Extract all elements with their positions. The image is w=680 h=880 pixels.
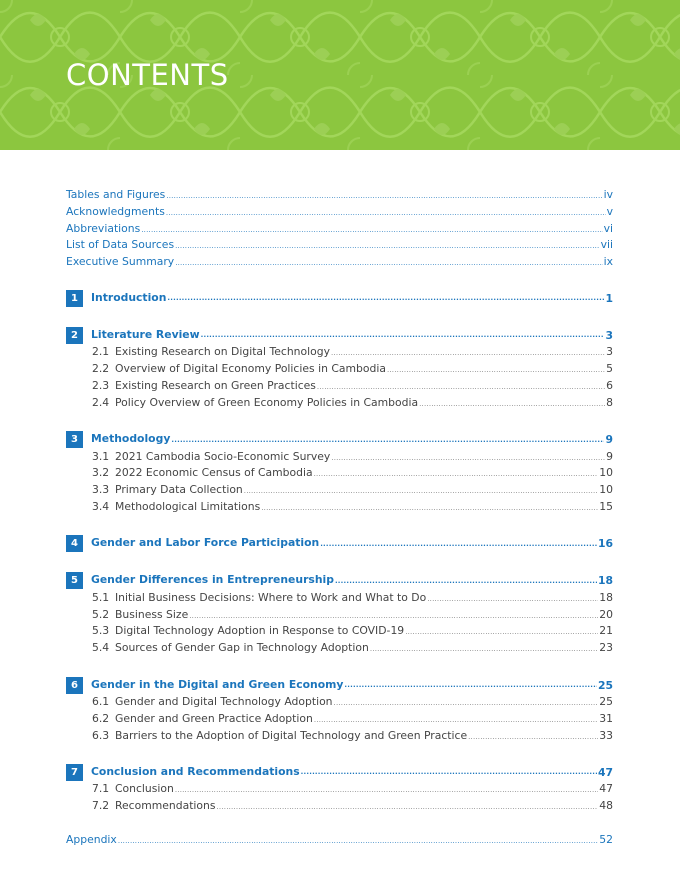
entry-page: v bbox=[606, 204, 613, 218]
section-page: 8 bbox=[606, 395, 613, 409]
dot-leader bbox=[331, 454, 605, 462]
dot-leader bbox=[141, 226, 602, 234]
section-page: 25 bbox=[599, 695, 613, 709]
section-title: Initial Business Decisions: Where to Work and What to Do bbox=[115, 590, 427, 604]
section-number: 7.2 bbox=[92, 799, 110, 813]
toc-chapter-1[interactable] bbox=[66, 288, 613, 308]
dot-leader bbox=[468, 733, 598, 741]
section-page: 5 bbox=[606, 362, 613, 376]
dot-leader bbox=[167, 294, 604, 302]
section-title: Conclusion bbox=[115, 782, 174, 796]
section-title: Business Size bbox=[115, 607, 189, 621]
dot-leader bbox=[171, 436, 604, 444]
chapter-number-badge: 2 bbox=[66, 327, 83, 344]
entry-label: Acknowledgments bbox=[66, 204, 165, 218]
table-of-contents bbox=[66, 188, 613, 850]
entry-label: Appendix bbox=[66, 833, 117, 847]
section-number: 3.3 bbox=[92, 483, 110, 497]
section-number: 3.1 bbox=[92, 449, 110, 463]
toc-entry-abbreviations[interactable] bbox=[66, 222, 613, 239]
dot-leader bbox=[314, 470, 599, 478]
section-number: 2.1 bbox=[92, 345, 110, 359]
section-number: 5.4 bbox=[92, 641, 110, 655]
dot-leader bbox=[166, 192, 602, 200]
chapter-number-badge: 7 bbox=[66, 764, 83, 781]
toc-entry-data-sources[interactable] bbox=[66, 238, 613, 255]
page-title: CONTENTS bbox=[66, 58, 229, 92]
section-number: 2.3 bbox=[92, 379, 110, 393]
dot-leader bbox=[427, 595, 598, 603]
dot-leader bbox=[175, 259, 602, 267]
section-title: Policy Overview of Green Economy Policies in Cambodia bbox=[115, 395, 419, 409]
section-title: 2022 Economic Census of Cambodia bbox=[115, 466, 313, 480]
dot-leader bbox=[317, 383, 605, 391]
section-page: 31 bbox=[599, 711, 613, 725]
chapter-number-badge: 3 bbox=[66, 431, 83, 448]
toc-section-3-3[interactable] bbox=[66, 483, 613, 500]
toc-chapter-4[interactable] bbox=[66, 534, 613, 554]
dot-leader bbox=[405, 628, 598, 636]
dot-leader bbox=[335, 577, 597, 585]
chapter-page: 16 bbox=[597, 537, 613, 551]
chapter-page: 18 bbox=[597, 574, 613, 588]
toc-section-3-1[interactable] bbox=[66, 450, 613, 467]
section-page: 23 bbox=[599, 641, 613, 655]
toc-section-2-3[interactable] bbox=[66, 379, 613, 396]
section-title: Gender and Digital Technology Adoption bbox=[115, 695, 333, 709]
toc-section-5-4[interactable] bbox=[66, 641, 613, 658]
dot-leader bbox=[387, 366, 605, 374]
section-number: 2.2 bbox=[92, 362, 110, 376]
section-number: 6.2 bbox=[92, 711, 110, 725]
section-page: 47 bbox=[599, 782, 613, 796]
dot-leader bbox=[331, 349, 605, 357]
entry-page: iv bbox=[603, 188, 613, 201]
chapter-page: 3 bbox=[605, 328, 613, 342]
toc-section-3-2[interactable] bbox=[66, 466, 613, 483]
chapter-title: Introduction bbox=[91, 290, 167, 304]
entry-label: Executive Summary bbox=[66, 255, 175, 269]
section-number: 7.1 bbox=[92, 782, 110, 796]
section-number: 3.2 bbox=[92, 466, 110, 480]
dot-leader bbox=[118, 837, 598, 845]
section-number: 6.3 bbox=[92, 728, 110, 742]
dot-leader bbox=[201, 331, 605, 339]
section-page: 20 bbox=[599, 607, 613, 621]
toc-section-6-1[interactable] bbox=[66, 695, 613, 712]
section-title: Barriers to the Adoption of Digital Technology and Green Practice bbox=[115, 728, 468, 742]
dot-leader bbox=[419, 400, 605, 408]
toc-chapter-2[interactable] bbox=[66, 325, 613, 345]
toc-section-2-2[interactable] bbox=[66, 362, 613, 379]
chapter-title: Gender Differences in Entrepreneurship bbox=[91, 573, 334, 587]
section-page: 3 bbox=[606, 345, 613, 359]
section-title: Digital Technology Adoption in Response to COVID-19 bbox=[115, 624, 405, 638]
dot-leader bbox=[314, 716, 598, 724]
section-page: 10 bbox=[599, 466, 613, 480]
chapter-page: 1 bbox=[605, 291, 613, 305]
chapter-number-badge: 6 bbox=[66, 677, 83, 694]
section-page: 33 bbox=[599, 728, 613, 742]
toc-chapter-5[interactable] bbox=[66, 571, 613, 591]
section-page: 9 bbox=[606, 449, 613, 463]
chapter-page: 25 bbox=[597, 678, 613, 692]
chapter-title: Literature Review bbox=[91, 327, 200, 341]
toc-section-5-1[interactable] bbox=[66, 591, 613, 608]
chapter-number-badge: 4 bbox=[66, 535, 83, 552]
section-page: 18 bbox=[599, 590, 613, 604]
header-banner bbox=[0, 0, 680, 150]
toc-section-5-2[interactable] bbox=[66, 608, 613, 625]
dot-leader bbox=[261, 504, 598, 512]
section-title: Methodological Limitations bbox=[115, 500, 261, 514]
section-title: Primary Data Collection bbox=[115, 483, 243, 497]
toc-chapter-3[interactable] bbox=[66, 430, 613, 450]
toc-section-7-1[interactable] bbox=[66, 782, 613, 799]
chapter-number-badge: 1 bbox=[66, 290, 83, 307]
chapter-title: Gender in the Digital and Green Economy bbox=[91, 677, 344, 691]
toc-section-3-4[interactable] bbox=[66, 500, 613, 517]
entry-label: List of Data Sources bbox=[66, 238, 175, 252]
toc-section-7-2[interactable] bbox=[66, 799, 613, 816]
dot-leader bbox=[370, 645, 598, 653]
dot-leader bbox=[175, 242, 600, 250]
dot-leader bbox=[301, 768, 597, 776]
section-title: Existing Research on Green Practices bbox=[115, 379, 316, 393]
toc-entry-tables-and-figures[interactable] bbox=[66, 188, 613, 205]
section-page: 48 bbox=[599, 799, 613, 813]
chapter-number-badge: 5 bbox=[66, 572, 83, 589]
front-matter-list bbox=[66, 188, 613, 272]
toc-entry-executive-summary[interactable] bbox=[66, 255, 613, 272]
toc-section-6-2[interactable] bbox=[66, 712, 613, 729]
entry-page: vi bbox=[603, 221, 613, 235]
section-number: 6.1 bbox=[92, 695, 110, 709]
section-number: 5.2 bbox=[92, 607, 110, 621]
toc-section-2-4[interactable] bbox=[66, 396, 613, 413]
toc-chapter-6[interactable] bbox=[66, 675, 613, 695]
dot-leader bbox=[175, 786, 598, 794]
toc-section-2-1[interactable] bbox=[66, 345, 613, 362]
dot-leader bbox=[217, 803, 599, 811]
section-title: Recommendations bbox=[115, 799, 216, 813]
section-title: Sources of Gender Gap in Technology Adoption bbox=[115, 641, 369, 655]
section-title: Gender and Green Practice Adoption bbox=[115, 711, 313, 725]
chapter-title: Methodology bbox=[91, 432, 171, 446]
section-page: 15 bbox=[599, 500, 613, 514]
section-number: 5.3 bbox=[92, 624, 110, 638]
section-title: 2021 Cambodia Socio-Economic Survey bbox=[115, 449, 331, 463]
section-number: 5.1 bbox=[92, 590, 110, 604]
toc-entry-appendix[interactable] bbox=[66, 833, 613, 850]
toc-section-6-3[interactable] bbox=[66, 729, 613, 746]
section-number: 2.4 bbox=[92, 395, 110, 409]
section-page: 21 bbox=[599, 624, 613, 638]
entry-page: ix bbox=[603, 255, 613, 269]
toc-section-5-3[interactable] bbox=[66, 624, 613, 641]
dot-leader bbox=[189, 612, 598, 620]
section-title: Overview of Digital Economy Policies in Cambodia bbox=[115, 362, 386, 376]
section-page: 10 bbox=[599, 483, 613, 497]
toc-chapter-7[interactable] bbox=[66, 762, 613, 782]
dot-leader bbox=[344, 681, 597, 689]
dot-leader bbox=[334, 699, 599, 707]
dot-leader bbox=[166, 209, 606, 217]
entry-page: 52 bbox=[599, 833, 613, 847]
entry-label: Tables and Figures bbox=[66, 188, 166, 201]
section-title: Existing Research on Digital Technology bbox=[115, 345, 330, 359]
chapter-page: 9 bbox=[605, 433, 613, 447]
dot-leader bbox=[244, 487, 598, 495]
entry-page: vii bbox=[600, 238, 613, 252]
chapter-page: 47 bbox=[597, 765, 613, 779]
entry-label: Abbreviations bbox=[66, 221, 141, 235]
chapter-title: Conclusion and Recommendations bbox=[91, 764, 300, 778]
section-number: 3.4 bbox=[92, 500, 110, 514]
toc-entry-acknowledgments[interactable] bbox=[66, 205, 613, 222]
chapter-title: Gender and Labor Force Participation bbox=[91, 536, 320, 550]
dot-leader bbox=[320, 540, 597, 548]
section-page: 6 bbox=[606, 379, 613, 393]
